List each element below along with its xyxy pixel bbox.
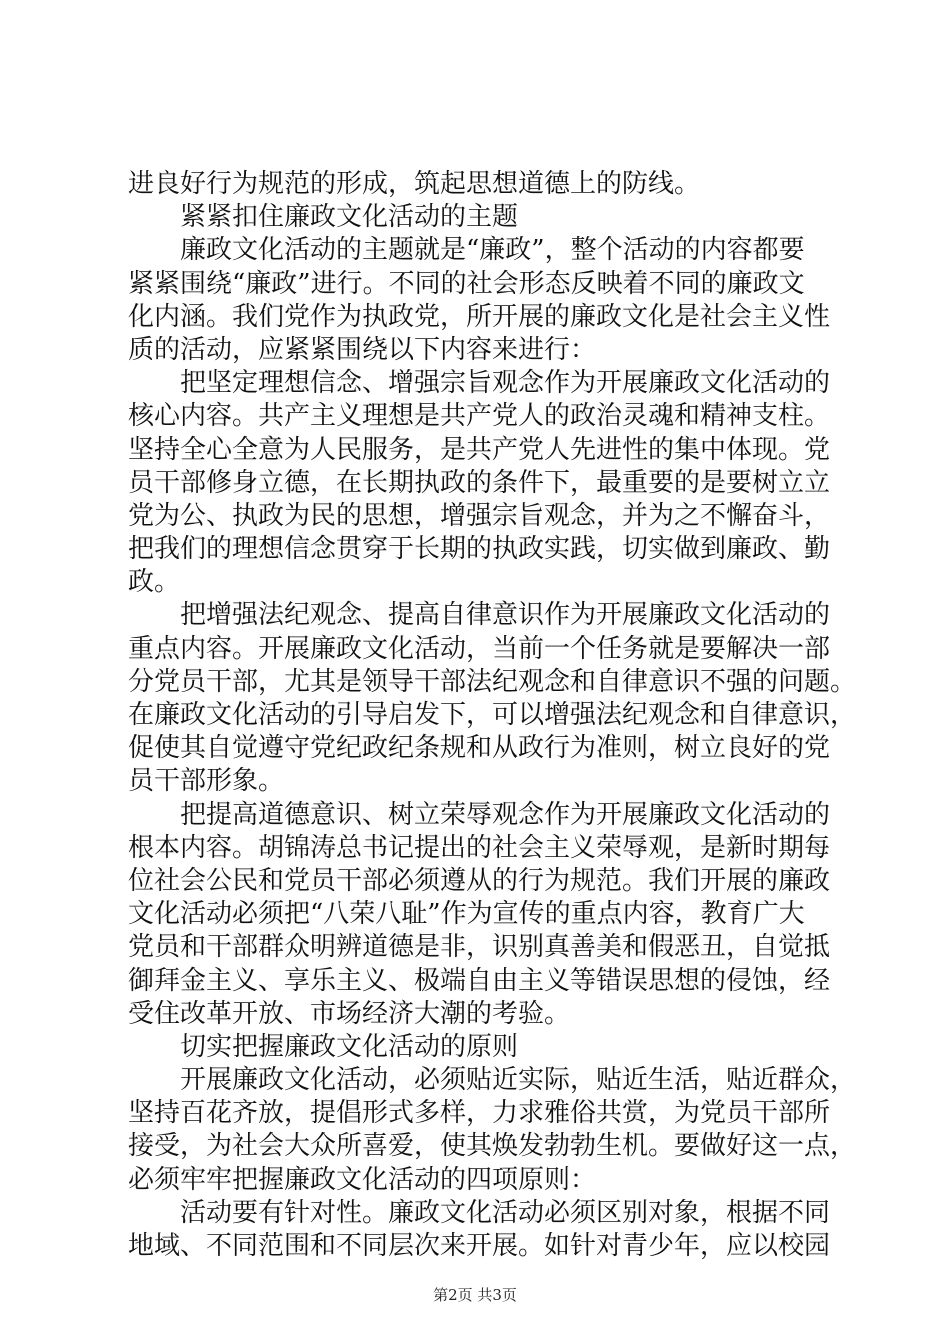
page-footer: 第2页 共3页 bbox=[433, 1286, 517, 1304]
text-line: 必须牢牢把握廉政文化活动的四项原则： bbox=[128, 1164, 597, 1195]
text-line: 开展廉政文化活动，必须贴近实际，贴近生活，贴近群众， bbox=[180, 1065, 857, 1096]
text-line: 化内涵。我们党作为执政党，所开展的廉政文化是社会主义性 bbox=[128, 301, 831, 332]
text-line: 政。 bbox=[128, 567, 181, 598]
text-line: 廉政文化活动的主题就是“廉政”，整个活动的内容都要 bbox=[180, 235, 805, 266]
text-line: 把我们的理想信念贯穿于长期的执政实践，切实做到廉政、勤 bbox=[128, 534, 831, 565]
text-line: 把增强法纪观念、提高自律意识作为开展廉政文化活动的 bbox=[180, 600, 831, 631]
text-line: 文化活动必须把“八荣八耻”作为宣传的重点内容，教育广大 bbox=[128, 899, 805, 930]
text-line: 核心内容。共产主义理想是共产党人的政治灵魂和精神支柱。 bbox=[128, 401, 831, 432]
text-line: 紧紧扣住廉政文化活动的主题 bbox=[180, 202, 519, 233]
text-line: 把坚定理想信念、增强宗旨观念作为开展廉政文化活动的 bbox=[180, 368, 831, 399]
text-line: 活动要有针对性。廉政文化活动必须区别对象，根据不同 bbox=[180, 1197, 831, 1228]
text-line: 进良好行为规范的形成，筑起思想道德上的防线。 bbox=[128, 169, 701, 199]
text-line: 接受，为社会大众所喜爱，使其焕发勃勃生机。要做好这一点， bbox=[128, 1131, 857, 1162]
text-line: 党为公、执政为民的思想，增强宗旨观念，并为之不懈奋斗， bbox=[128, 500, 831, 531]
text-line: 促使其自觉遵守党纪政纪条规和从政行为准则，树立良好的党 bbox=[128, 733, 831, 764]
text-line: 根本内容。胡锦涛总书记提出的社会主义荣辱观，是新时期每 bbox=[128, 832, 831, 863]
text-line: 坚持百花齐放，提倡形式多样，力求雅俗共赏，为党员干部所 bbox=[128, 1098, 831, 1129]
document-body bbox=[128, 168, 857, 1263]
text-line: 紧紧围绕“廉政”进行。不同的社会形态反映着不同的廉政文 bbox=[128, 268, 805, 299]
text-line: 分党员干部，尤其是领导干部法纪观念和自律意识不强的问题。 bbox=[128, 666, 857, 697]
text-line: 重点内容。开展廉政文化活动，当前一个任务就是要解决一部 bbox=[128, 633, 831, 664]
text-line: 受住改革开放、市场经济大潮的考验。 bbox=[128, 998, 571, 1029]
text-line: 地域、不同范围和不同层次来开展。如针对青少年，应以校园 bbox=[128, 1231, 831, 1261]
text-line: 位社会公民和党员干部必须遵从的行为规范。我们开展的廉政 bbox=[128, 865, 831, 896]
text-line: 员干部修身立德，在长期执政的条件下，最重要的是要树立立 bbox=[128, 467, 831, 498]
text-line: 御拜金主义、享乐主义、极端自由主义等错误思想的侵蚀，经 bbox=[128, 965, 831, 996]
text-line: 质的活动，应紧紧围绕以下内容来进行： bbox=[128, 334, 597, 365]
text-line: 员干部形象。 bbox=[128, 766, 285, 797]
text-line: 坚持全心全意为人民服务，是共产党人先进性的集中体现。党 bbox=[128, 434, 831, 465]
text-line: 把提高道德意识、树立荣辱观念作为开展廉政文化活动的 bbox=[180, 799, 831, 830]
text-line: 党员和干部群众明辨道德是非，识别真善美和假恶丑，自觉抵 bbox=[128, 932, 831, 963]
text-line: 切实把握廉政文化活动的原则 bbox=[180, 1031, 519, 1062]
text-line: 在廉政文化活动的引导启发下，可以增强法纪观念和自律意识， bbox=[128, 700, 857, 730]
